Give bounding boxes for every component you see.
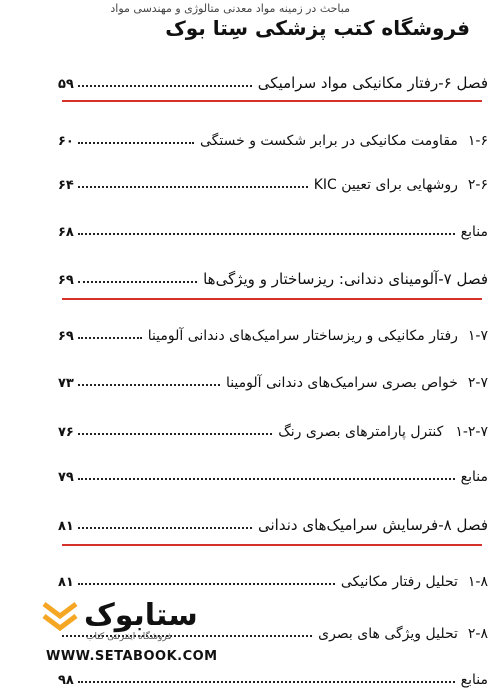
dot-leader [78, 527, 252, 529]
toc-number: ۱-۲-۷ [455, 424, 488, 440]
dot-leader [78, 142, 194, 144]
toc-entry[interactable] [58, 127, 488, 149]
toc-page: ۶۰ [58, 134, 74, 149]
toc-number: ۲-۸ [467, 626, 488, 642]
toc-page: ۸۱ [58, 519, 74, 534]
toc-page: ۶۴ [58, 178, 74, 193]
toc-label: روشهایی برای تعیین KIC [313, 177, 458, 193]
toc-page: ۶۹ [58, 273, 74, 288]
toc-entry-chapter-8[interactable] [58, 512, 488, 534]
brand-title: فروشگاه کتب پزشکی سِتا بوک [165, 16, 470, 40]
dot-leader [78, 337, 142, 339]
logo-mark-icon [40, 598, 80, 638]
toc-label: خواص بصری سرامیک‌های دندانی آلومینا [225, 375, 458, 391]
toc-entry[interactable] [58, 568, 488, 590]
toc-page: ۷۹ [58, 470, 74, 485]
dot-leader [78, 583, 335, 585]
toc-label: منابع [460, 672, 488, 688]
dot-leader [78, 433, 272, 435]
toc-page: ۷۶ [58, 425, 74, 440]
toc-entry-chapter-7[interactable] [58, 266, 488, 288]
toc-entry-references[interactable] [58, 463, 488, 485]
chapter-divider [62, 544, 482, 546]
toc-page: ۶۸ [58, 225, 74, 240]
chapter-divider [62, 100, 482, 102]
toc-entry-references[interactable] [58, 218, 488, 240]
toc-entry[interactable] [58, 322, 488, 344]
toc-entry-references[interactable] [58, 666, 488, 688]
dot-leader [78, 281, 197, 283]
toc-number: ۱-۶ [467, 133, 488, 149]
dot-leader [78, 478, 455, 480]
toc-label: مقاومت مکانیکی در برابر شکست و خستگی [199, 133, 458, 149]
toc-label: منابع [460, 224, 488, 240]
dot-leader [78, 384, 220, 386]
dot-leader [78, 233, 455, 235]
toc-label: تحلیل ویژگی های بصری [318, 626, 458, 642]
toc-number: ۱-۸ [467, 574, 488, 590]
toc-entry[interactable] [58, 369, 488, 391]
toc-page: ۶۹ [58, 329, 74, 344]
toc-entry-subsection[interactable] [58, 418, 488, 440]
dot-leader [78, 186, 308, 188]
website-url: WWW.SETABOOK.COM [46, 649, 218, 664]
toc-number: ۱-۷ [467, 328, 488, 344]
toc-page: ۸۱ [58, 575, 74, 590]
toc-label: فصل ۷-آلومینای دندانی: ریزساختار و ویژگی‌ها [203, 270, 488, 288]
toc-label: فصل ۶-رفتار مکانیکی مواد سرامیکی [257, 74, 488, 92]
chapter-divider [62, 298, 482, 300]
header-subtitle: مباحث در زمینه مواد معدنی متالوژی و مهندسی مواد [110, 2, 350, 15]
toc-page: ۵۹ [58, 77, 74, 92]
toc-entry-chapter-6[interactable] [58, 70, 488, 92]
toc-label: فصل ۸-فرسایش سرامیک‌های دندانی [258, 516, 488, 534]
toc-label: رفتار مکانیکی و ریزساختار سرامیک‌های دندانی آلومینا [147, 328, 458, 344]
logo-subtext: فروشگاه اینترنتی کتاب [86, 632, 172, 642]
toc-label: تحلیل رفتار مکانیکی [340, 574, 458, 590]
dot-leader [78, 681, 455, 683]
setabook-logo [40, 598, 230, 648]
toc-label: منابع [460, 469, 488, 485]
toc-label: کنترل پارامترهای بصری رنگ [278, 424, 444, 440]
toc-page: ۷۳ [58, 376, 74, 391]
dot-leader [78, 85, 252, 87]
toc-number: ۲-۷ [467, 375, 488, 391]
logo-text: ستابوک [84, 598, 198, 633]
toc-number: ۲-۶ [467, 177, 488, 193]
toc-page: ۹۸ [58, 673, 74, 688]
toc-entry[interactable] [58, 171, 488, 193]
